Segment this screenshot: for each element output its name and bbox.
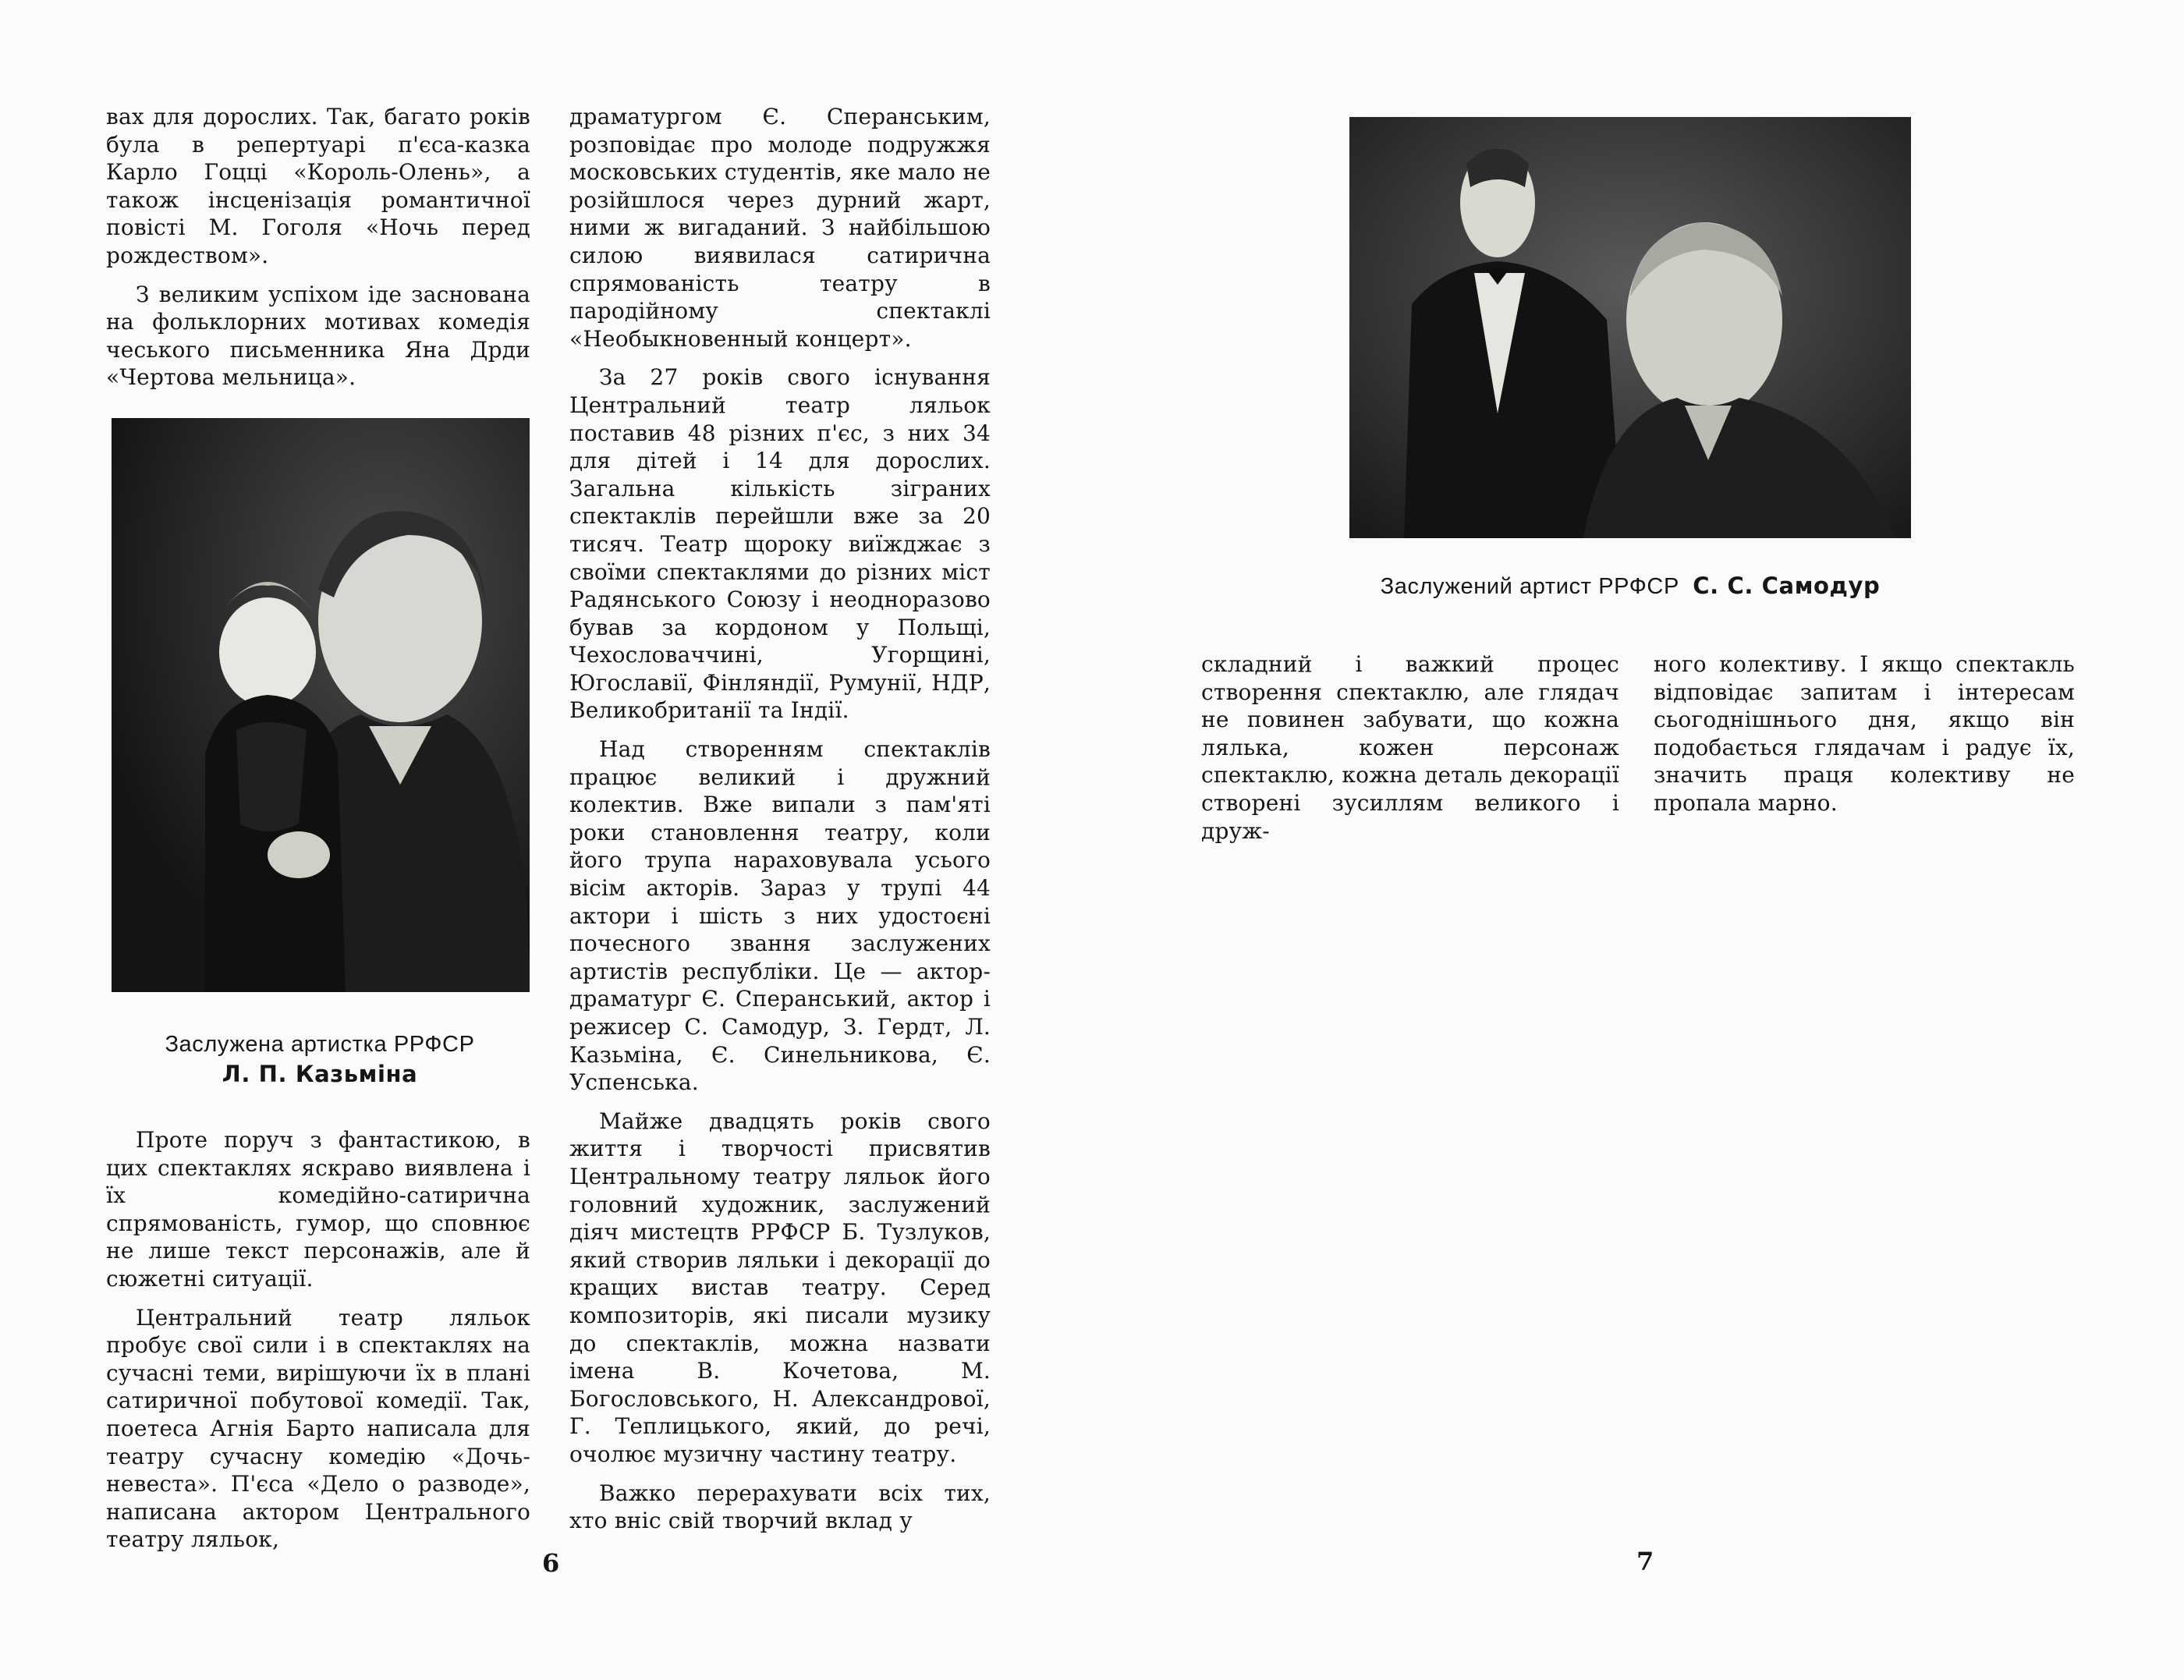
caption-name <box>101 1059 538 1090</box>
left-page-column-2 <box>569 103 991 1546</box>
left-page-column-1-top <box>106 103 530 402</box>
caption-name: С. С. Самодур <box>1693 572 1881 599</box>
caption-title: Заслужений артист РРФСР <box>1380 574 1679 599</box>
right-page-column-1 <box>1201 650 1619 856</box>
paragraph: З великим успіхом іде заснована на фольклорних мотивах комедія чеського письменника Яна Дрди «Чертова мельница». <box>106 281 530 391</box>
paragraph: складний і важкий процес створення спектаклю, але глядач не повинен забувати, що кожна лялька, кожен персонаж спектаклю, кожна деталь декорації створені зусиллям великого і друж- <box>1201 651 1619 844</box>
right-page-column-2 <box>1654 650 2075 828</box>
left-photo-caption <box>101 1030 538 1090</box>
paragraph: Проте поруч з фантастикою, в цих спектаклях яскраво виявлена і їх комедійно-сатирична спрямованість, гумор, що сповнює не лише текст персонажів, але й сюжетні ситуації. <box>106 1127 530 1292</box>
caption-name-text: Л. П. Казьміна <box>222 1061 418 1087</box>
woman-with-puppet-photo <box>112 418 530 992</box>
left-page-column-1-bottom <box>106 1126 530 1565</box>
page-number-left: 6 <box>542 1548 560 1578</box>
paragraph: За 27 років свого існування Центральний театр ляльок поставив 48 різних п'єс, з них 34 для дітей і 14 для дорослих. Загальна кількість зіграних спектаклів перейшли вже за 20 тисяч. Театр щороку виїжджає з своїми спектаклями до різних міст Радянського Союзу і неодноразово бував за кордоном у Польщі, Чехословаччині, Угорщині, Югославії, Фінляндії, Румунії, НДР, Великобританії та Індії. <box>569 364 991 724</box>
paragraph: Центральний театр ляльок пробує свої сили і в спектаклях на сучасні теми, вирішуючи їх в плані сатиричної побутової комедії. Так, поетеса Агнія Барто написала для театру сучасну комедію «Дочь-невеста». П'єса «Дело о разводе», написана актором Центрального театру ляльок, <box>106 1304 530 1553</box>
man-with-puppet-photo <box>1349 117 1911 538</box>
paragraph: ного колективу. І якщо спектакль відповідає запитам і інтересам сьогоднішнього дня, якщо він подобається глядачам і радує їх, значить праця колективу не пропала марно. <box>1654 651 2075 816</box>
paragraph: Майже двадцять років свого життя і творчості присвятив Центральному театру ляльок його головний художник, заслужений діяч мистецтв РРФСР Б. Тузлуков, який створив ляльки і декорації до кращих вистав театру. Серед композиторів, які писали музику до спектаклів, можна назвати імена В. Кочетова, М. Богословського, Н. Александрової, Г. Теплицького, який, до речі, очолює музичну частину театру. <box>569 1108 991 1467</box>
photo-image <box>1349 117 1911 538</box>
photo-image <box>112 418 530 992</box>
paragraph: Над створенням спектаклів працює великий і дружний колектив. Вже випали з пам'яті роки становлення театру, коли його трупа нараховувала усього вісім акторів. Зараз у трупі 44 актори і шість з них удостоєні почесного звання заслужених артистів республіки. Це — актор-драматург Є. Сперанський, актор і режисер С. Самодур, З. Гердт, Л. Казьміна, Є. Синельникова, Є. Успенська. <box>569 736 991 1096</box>
page-number-right: 7 <box>1636 1547 1654 1576</box>
paragraph: Важко перерахувати всіх тих, хто вніс свій творчий вклад у <box>569 1480 991 1534</box>
right-photo-caption <box>1310 571 1950 601</box>
paragraph: драматургом Є. Сперанським, розповідає про молоде подружжя московських студентів, яке мало не розійшлося через дурний жарт, ними ж вигаданий. З найбільшою силою виявилася сатирична спрямованість театру в пародійному спектаклі «Необыкновенный концерт». <box>569 104 991 352</box>
caption-title: Заслужена артистка РРФСР <box>165 1032 475 1057</box>
paragraph: вах для дорослих. Так, багато років була в репертуарі п'єса-казка Карло Гоцці «Король-Олень», а також інсценізація романтичної повісті М. Гоголя «Ночь перед рождеством». <box>106 104 530 268</box>
